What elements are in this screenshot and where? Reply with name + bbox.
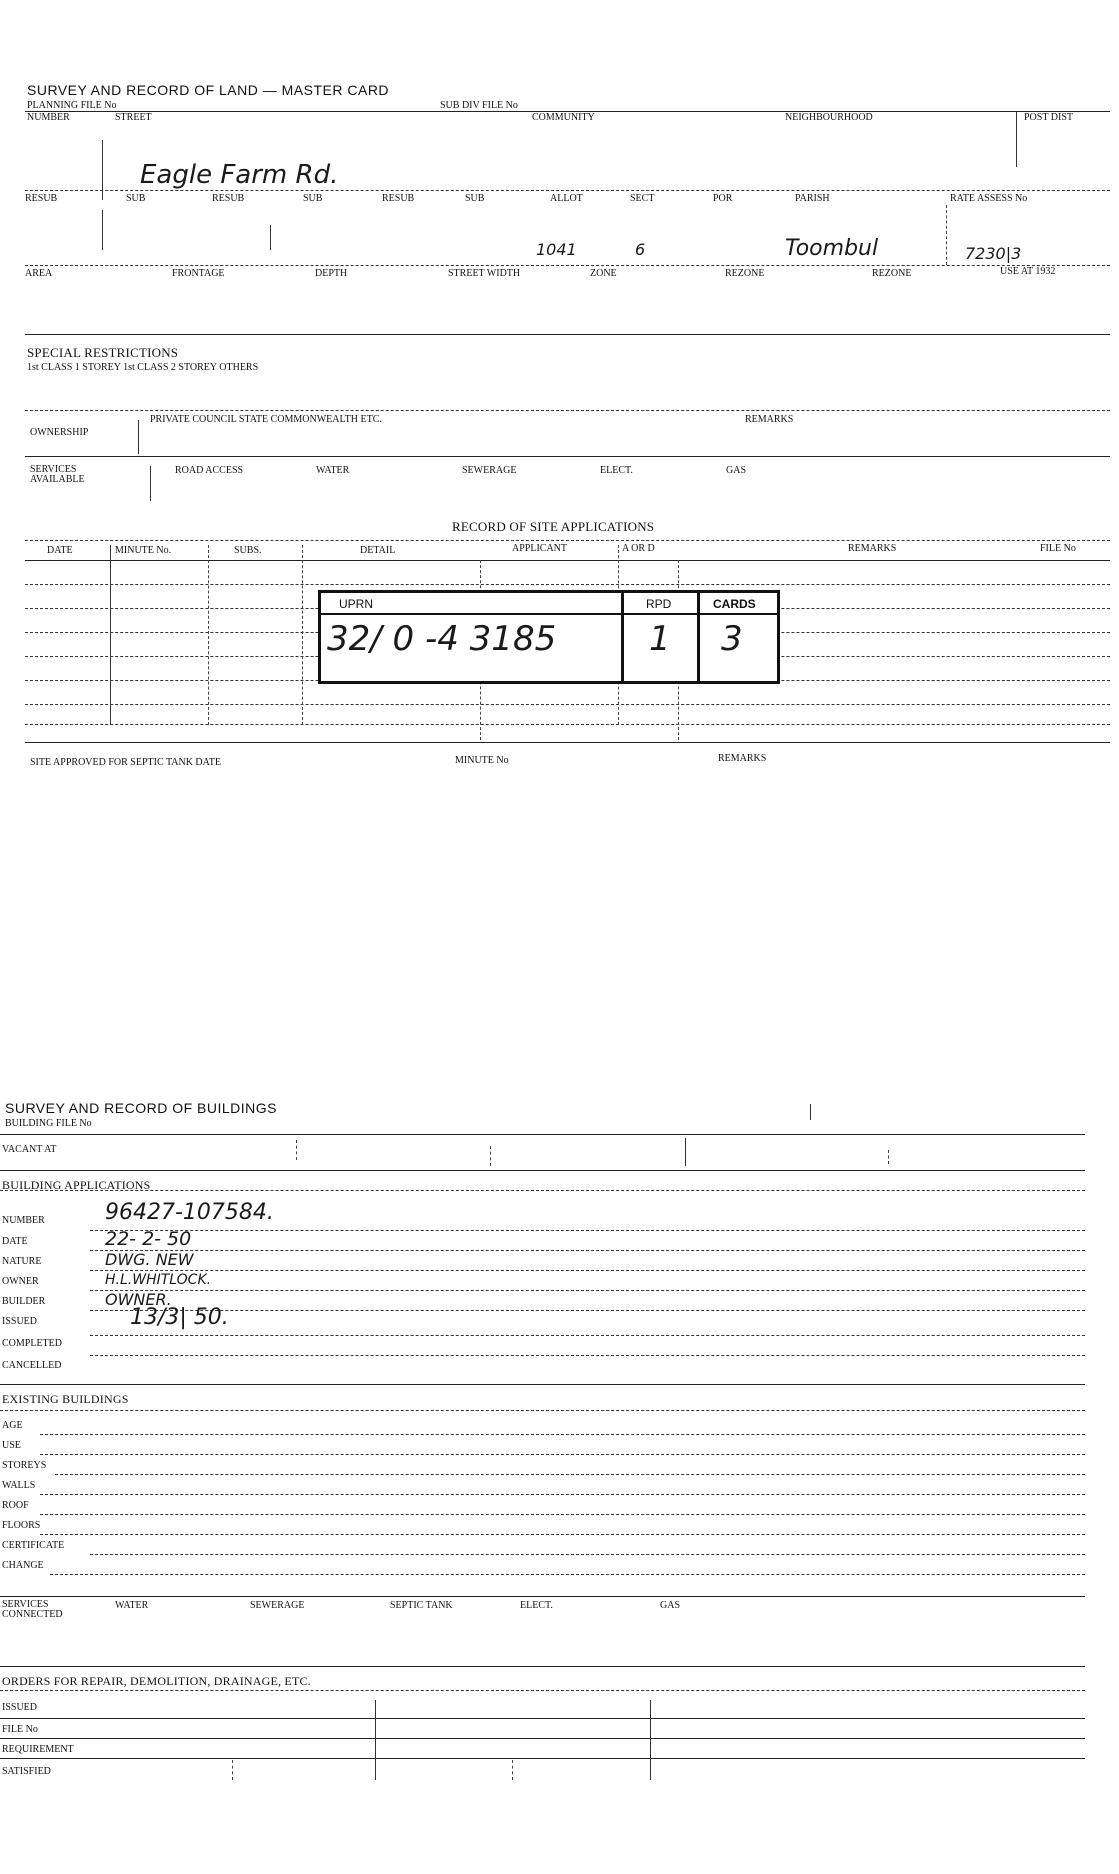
label-frontage: FRONTAGE	[172, 268, 225, 279]
services-connected-gas: GAS	[660, 1600, 681, 1611]
field-issued-value: 13/3| 50.	[130, 1305, 229, 1330]
building-file-label: BUILDING FILE No	[5, 1118, 92, 1129]
field-owner-label: OWNER	[2, 1276, 39, 1287]
building-card-title: SURVEY AND RECORD OF BUILDINGS	[5, 1100, 277, 1116]
septic-minute-label: MINUTE No	[455, 755, 509, 766]
col-minute-no: MINUTE No.	[115, 545, 172, 556]
label-street: STREET	[115, 112, 152, 123]
cards-value: 3	[721, 619, 743, 659]
label-neighbourhood: NEIGHBOURHOOD	[785, 112, 873, 123]
services-available-label: SERVICES AVAILABLE	[30, 464, 85, 485]
order-issued: ISSUED	[2, 1702, 38, 1713]
label-allot: ALLOT	[550, 193, 583, 204]
label-street-width: STREET WIDTH	[448, 268, 521, 279]
label-depth: DEPTH	[315, 268, 348, 279]
label-resub2: RESUB	[382, 193, 415, 204]
row-roof: ROOF	[2, 1500, 29, 1511]
col-date: DATE	[47, 545, 73, 556]
septic-remarks-label: REMARKS	[718, 753, 767, 764]
rpd-value: 1	[649, 619, 671, 659]
services-water: WATER	[316, 465, 350, 476]
ownership-options: PRIVATE COUNCIL STATE COMMONWEALTH ETC.	[150, 414, 382, 425]
uprn-box	[318, 590, 780, 684]
row-certificate: CERTIFICATE	[2, 1540, 65, 1551]
label-sub1: SUB	[126, 193, 146, 204]
label-zone: ZONE	[590, 268, 617, 279]
services-connected-septic: SEPTIC TANK	[390, 1600, 453, 1611]
order-file-no: FILE No	[2, 1724, 38, 1735]
sub-div-file-label: SUB DIV FILE No	[440, 100, 518, 111]
building-applications-title: BUILDING APPLICATIONS	[2, 1178, 151, 1192]
field-date-label: DATE	[2, 1236, 28, 1247]
services-connected-label: SERVICES CONNECTED	[2, 1599, 63, 1620]
label-area: AREA	[25, 268, 53, 279]
services-connected-water: WATER	[115, 1600, 149, 1611]
special-restrictions-title: SPECIAL RESTRICTIONS	[27, 345, 179, 360]
col-subs: SUBS.	[234, 545, 262, 556]
ownership-remarks-label: REMARKS	[745, 414, 794, 425]
special-restrictions-items: 1st CLASS 1 STOREY 1st CLASS 2 STOREY OTHERS	[27, 362, 259, 373]
site-applications-title: RECORD OF SITE APPLICATIONS	[452, 519, 655, 534]
label-rezone2: REZONE	[872, 268, 912, 279]
zone-value: 6	[635, 240, 646, 259]
row-use: USE	[2, 1440, 21, 1451]
label-sub2: SUB	[303, 193, 323, 204]
field-builder-value: OWNER.	[105, 1290, 172, 1309]
col-file-no: FILE No	[1040, 543, 1076, 554]
label-resub: RESUB	[25, 193, 58, 204]
row-change: CHANGE	[2, 1560, 44, 1571]
label-por: POR	[713, 193, 733, 204]
existing-buildings-title: EXISTING BUILDINGS	[2, 1392, 129, 1406]
orders-title: ORDERS FOR REPAIR, DEMOLITION, DRAINAGE, ETC.	[2, 1674, 311, 1688]
label-use-at: USE AT 1932	[1000, 266, 1056, 277]
field-owner-value: H.L.WHITLOCK.	[105, 1272, 212, 1288]
field-nature-label: NATURE	[2, 1256, 42, 1267]
rezone-value: Toombul	[785, 236, 879, 261]
label-community: COMMUNITY	[532, 112, 595, 123]
row-age: AGE	[2, 1420, 23, 1431]
street-value: Eagle Farm Rd.	[140, 160, 339, 190]
row-walls: WALLS	[2, 1480, 36, 1491]
label-rezone1: REZONE	[725, 268, 765, 279]
field-nature-value: DWG. NEW	[105, 1250, 194, 1269]
zone-code-value: 1041	[536, 240, 577, 259]
row-storeys: STOREYS	[2, 1460, 47, 1471]
services-connected-elect: ELECT.	[520, 1600, 553, 1611]
uprn-value: 32/ 0 -4 3185	[327, 619, 557, 659]
field-completed-label: COMPLETED	[2, 1338, 62, 1349]
row-floors: FLOORS	[2, 1520, 41, 1531]
order-requirement: REQUIREMENT	[2, 1744, 74, 1755]
col-remarks: REMARKS	[848, 543, 897, 554]
label-rate-assess: RATE ASSESS No	[950, 193, 1028, 204]
rate-assess-value: 7230|3	[965, 244, 1022, 263]
field-cancelled-label: CANCELLED	[2, 1360, 62, 1371]
land-card-title: SURVEY AND RECORD OF LAND — MASTER CARD	[27, 82, 390, 98]
planning-file-label: PLANNING FILE No	[27, 100, 117, 111]
label-sect: SECT	[630, 193, 655, 204]
order-satisfied: SATISFIED	[2, 1766, 51, 1777]
label-post-dist: POST DIST	[1024, 112, 1073, 123]
field-issued-label: ISSUED	[2, 1316, 38, 1327]
label-parish: PARISH	[795, 193, 830, 204]
services-gas: GAS	[726, 465, 747, 476]
label-resub1: RESUB	[212, 193, 245, 204]
uprn-label: UPRN	[339, 597, 374, 611]
col-applicant: APPLICANT	[512, 543, 568, 554]
services-elect: ELECT.	[600, 465, 633, 476]
cards-label: CARDS	[713, 597, 756, 611]
field-builder-label: BUILDER	[2, 1296, 46, 1307]
ownership-label: OWNERSHIP	[30, 427, 89, 438]
services-road-access: ROAD ACCESS	[175, 465, 244, 476]
rpd-label: RPD	[646, 597, 672, 611]
field-number-value: 96427-107584.	[105, 1200, 274, 1225]
services-sewerage: SEWERAGE	[462, 465, 517, 476]
septic-label: SITE APPROVED FOR SEPTIC TANK DATE	[30, 757, 221, 768]
field-date-value: 22- 2- 50	[105, 1228, 192, 1250]
col-detail: DETAIL	[360, 545, 396, 556]
vacant-at-label: VACANT AT	[2, 1144, 57, 1155]
label-sub3: SUB	[465, 193, 485, 204]
label-number: NUMBER	[27, 112, 70, 123]
col-a-or-d: A OR D	[622, 543, 655, 554]
services-connected-sewerage: SEWERAGE	[250, 1600, 305, 1611]
field-number-label: NUMBER	[2, 1215, 45, 1226]
